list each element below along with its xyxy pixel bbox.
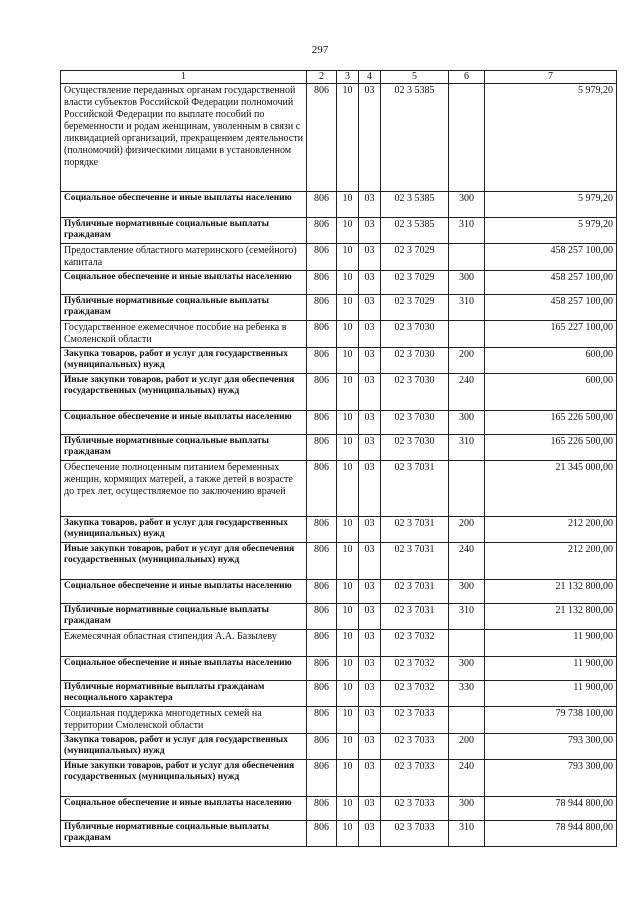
table-header-row [61, 71, 617, 84]
amount-cell: 11 900,00 [485, 630, 617, 657]
amount-cell: 11 900,00 [485, 681, 617, 707]
target-article-cell: 02 3 7031 [381, 580, 449, 604]
row-name-cell: Публичные нормативные социальные выплаты гражданам [61, 218, 307, 244]
admin-code-cell: 806 [307, 435, 337, 461]
admin-code-cell: 806 [307, 543, 337, 580]
expense-type-cell: 330 [449, 681, 485, 707]
amount-cell: 79 738 100,00 [485, 707, 617, 734]
section-cell: 10 [337, 411, 359, 435]
table-row [61, 218, 617, 244]
expense-type-cell: 200 [449, 348, 485, 374]
subsection-cell: 03 [359, 543, 381, 580]
admin-code-cell: 806 [307, 517, 337, 543]
table-row [61, 821, 617, 847]
row-name-cell: Социальное обеспечение и иные выплаты населению [61, 797, 307, 821]
expense-type-cell: 300 [449, 411, 485, 435]
admin-code-cell: 806 [307, 760, 337, 797]
amount-cell: 458 257 100,00 [485, 295, 617, 321]
subsection-cell: 03 [359, 244, 381, 271]
subsection-cell: 03 [359, 797, 381, 821]
budget-table [60, 70, 617, 847]
section-cell: 10 [337, 218, 359, 244]
row-name-cell: Обеспечение полноценным питанием беременных женщин, кормящих матерей, а также детей в возрасте до трех лет, осуществляемое по заключению врачей [61, 461, 307, 517]
subsection-cell: 03 [359, 681, 381, 707]
expense-type-cell [449, 84, 485, 192]
row-name-cell: Социальное обеспечение и иные выплаты населению [61, 580, 307, 604]
amount-cell: 458 257 100,00 [485, 244, 617, 271]
row-name-cell: Публичные нормативные социальные выплаты гражданам [61, 295, 307, 321]
expense-type-cell: 300 [449, 657, 485, 681]
section-cell: 10 [337, 797, 359, 821]
admin-code-cell: 806 [307, 348, 337, 374]
admin-code-cell: 806 [307, 218, 337, 244]
admin-code-cell: 806 [307, 321, 337, 348]
target-article-cell: 02 3 7029 [381, 271, 449, 295]
expense-type-cell: 300 [449, 192, 485, 218]
subsection-cell: 03 [359, 411, 381, 435]
column-header: 4 [359, 71, 381, 84]
table-row [61, 630, 617, 657]
amount-cell: 600,00 [485, 348, 617, 374]
admin-code-cell: 806 [307, 604, 337, 630]
amount-cell: 78 944 800,00 [485, 821, 617, 847]
section-cell: 10 [337, 517, 359, 543]
admin-code-cell: 806 [307, 734, 337, 760]
row-name-cell: Иные закупки товаров, работ и услуг для обеспечения государственных (муниципальных) нужд [61, 760, 307, 797]
subsection-cell: 03 [359, 461, 381, 517]
amount-cell: 165 227 100,00 [485, 321, 617, 348]
subsection-cell: 03 [359, 821, 381, 847]
target-article-cell: 02 3 5385 [381, 84, 449, 192]
table-row [61, 580, 617, 604]
subsection-cell: 03 [359, 604, 381, 630]
subsection-cell: 03 [359, 630, 381, 657]
admin-code-cell: 806 [307, 797, 337, 821]
subsection-cell: 03 [359, 580, 381, 604]
column-header: 1 [61, 71, 307, 84]
row-name-cell: Осуществление переданных органам государственной власти субъектов Российской Федерации полномочий Российской Федерации по выплате пособий по беременности и родам женщинам, уволенным в связи с ликвидацией организаций, прекращением деятельности (полномочий) физическими лицами в установленном порядке [61, 84, 307, 192]
expense-type-cell: 310 [449, 295, 485, 321]
expense-type-cell: 200 [449, 517, 485, 543]
admin-code-cell: 806 [307, 821, 337, 847]
amount-cell: 78 944 800,00 [485, 797, 617, 821]
admin-code-cell: 806 [307, 630, 337, 657]
target-article-cell: 02 3 7033 [381, 821, 449, 847]
expense-type-cell: 310 [449, 435, 485, 461]
subsection-cell: 03 [359, 657, 381, 681]
amount-cell: 458 257 100,00 [485, 271, 617, 295]
target-article-cell: 02 3 7031 [381, 604, 449, 630]
target-article-cell: 02 3 7030 [381, 374, 449, 411]
amount-cell: 212 200,00 [485, 543, 617, 580]
table-row [61, 734, 617, 760]
target-article-cell: 02 3 7030 [381, 435, 449, 461]
amount-cell: 793 300,00 [485, 734, 617, 760]
column-header: 3 [337, 71, 359, 84]
expense-type-cell [449, 461, 485, 517]
section-cell: 10 [337, 271, 359, 295]
amount-cell: 212 200,00 [485, 517, 617, 543]
row-name-cell: Социальная поддержка многодетных семей на территории Смоленской области [61, 707, 307, 734]
admin-code-cell: 806 [307, 707, 337, 734]
expense-type-cell [449, 707, 485, 734]
admin-code-cell: 806 [307, 657, 337, 681]
table-row [61, 604, 617, 630]
expense-type-cell: 200 [449, 734, 485, 760]
subsection-cell: 03 [359, 218, 381, 244]
table-row [61, 411, 617, 435]
row-name-cell: Закупка товаров, работ и услуг для государственных (муниципальных) нужд [61, 517, 307, 543]
table-row [61, 271, 617, 295]
subsection-cell: 03 [359, 374, 381, 411]
row-name-cell: Ежемесячная областная стипендия А.А. Базылеву [61, 630, 307, 657]
expense-type-cell [449, 321, 485, 348]
table-row [61, 707, 617, 734]
section-cell: 10 [337, 681, 359, 707]
section-cell: 10 [337, 321, 359, 348]
expense-type-cell: 310 [449, 218, 485, 244]
amount-cell: 5 979,20 [485, 218, 617, 244]
row-name-cell: Иные закупки товаров, работ и услуг для обеспечения государственных (муниципальных) нужд [61, 374, 307, 411]
target-article-cell: 02 3 5385 [381, 218, 449, 244]
table-row [61, 321, 617, 348]
row-name-cell: Предоставление областного материнского (семейного) капитала [61, 244, 307, 271]
section-cell: 10 [337, 760, 359, 797]
section-cell: 10 [337, 192, 359, 218]
section-cell: 10 [337, 707, 359, 734]
admin-code-cell: 806 [307, 271, 337, 295]
target-article-cell: 02 3 7029 [381, 295, 449, 321]
target-article-cell: 02 3 5385 [381, 192, 449, 218]
section-cell: 10 [337, 604, 359, 630]
amount-cell: 165 226 500,00 [485, 435, 617, 461]
admin-code-cell: 806 [307, 244, 337, 271]
section-cell: 10 [337, 543, 359, 580]
subsection-cell: 03 [359, 321, 381, 348]
table-row [61, 244, 617, 271]
target-article-cell: 02 3 7031 [381, 543, 449, 580]
subsection-cell: 03 [359, 760, 381, 797]
expense-type-cell: 300 [449, 797, 485, 821]
subsection-cell: 03 [359, 295, 381, 321]
subsection-cell: 03 [359, 435, 381, 461]
table-row [61, 681, 617, 707]
row-name-cell: Социальное обеспечение и иные выплаты населению [61, 411, 307, 435]
row-name-cell: Закупка товаров, работ и услуг для государственных (муниципальных) нужд [61, 348, 307, 374]
subsection-cell: 03 [359, 734, 381, 760]
row-name-cell: Публичные нормативные социальные выплаты гражданам [61, 821, 307, 847]
section-cell: 10 [337, 821, 359, 847]
expense-type-cell [449, 244, 485, 271]
section-cell: 10 [337, 295, 359, 321]
admin-code-cell: 806 [307, 681, 337, 707]
section-cell: 10 [337, 348, 359, 374]
row-name-cell: Публичные нормативные социальные выплаты гражданам [61, 604, 307, 630]
target-article-cell: 02 3 7032 [381, 630, 449, 657]
section-cell: 10 [337, 580, 359, 604]
target-article-cell: 02 3 7030 [381, 348, 449, 374]
target-article-cell: 02 3 7033 [381, 760, 449, 797]
admin-code-cell: 806 [307, 192, 337, 218]
amount-cell: 600,00 [485, 374, 617, 411]
row-name-cell: Иные закупки товаров, работ и услуг для обеспечения государственных (муниципальных) нужд [61, 543, 307, 580]
page-number: 297 [311, 44, 329, 56]
row-name-cell: Публичные нормативные выплаты гражданам несоциального характера [61, 681, 307, 707]
section-cell: 10 [337, 84, 359, 192]
subsection-cell: 03 [359, 348, 381, 374]
target-article-cell: 02 3 7029 [381, 244, 449, 271]
admin-code-cell: 806 [307, 84, 337, 192]
section-cell: 10 [337, 374, 359, 411]
section-cell: 10 [337, 461, 359, 517]
table-row [61, 543, 617, 580]
amount-cell: 5 979,20 [485, 192, 617, 218]
subsection-cell: 03 [359, 192, 381, 218]
table-row [61, 461, 617, 517]
row-name-cell: Социальное обеспечение и иные выплаты населению [61, 657, 307, 681]
admin-code-cell: 806 [307, 580, 337, 604]
row-name-cell: Публичные нормативные социальные выплаты гражданам [61, 435, 307, 461]
target-article-cell: 02 3 7030 [381, 411, 449, 435]
amount-cell: 21 132 800,00 [485, 580, 617, 604]
section-cell: 10 [337, 435, 359, 461]
expense-type-cell: 240 [449, 543, 485, 580]
table-row [61, 295, 617, 321]
expense-type-cell: 240 [449, 374, 485, 411]
target-article-cell: 02 3 7033 [381, 707, 449, 734]
section-cell: 10 [337, 657, 359, 681]
section-cell: 10 [337, 244, 359, 271]
table-row [61, 435, 617, 461]
row-name-cell: Государственное ежемесячное пособие на ребенка в Смоленской области [61, 321, 307, 348]
subsection-cell: 03 [359, 517, 381, 543]
row-name-cell: Социальное обеспечение и иные выплаты населению [61, 192, 307, 218]
expense-type-cell: 310 [449, 604, 485, 630]
admin-code-cell: 806 [307, 461, 337, 517]
amount-cell: 5 979,20 [485, 84, 617, 192]
target-article-cell: 02 3 7032 [381, 681, 449, 707]
expense-type-cell [449, 630, 485, 657]
row-name-cell: Социальное обеспечение и иные выплаты населению [61, 271, 307, 295]
table-row [61, 657, 617, 681]
table-row [61, 374, 617, 411]
amount-cell: 21 345 000,00 [485, 461, 617, 517]
expense-type-cell: 300 [449, 580, 485, 604]
table-row [61, 84, 617, 192]
admin-code-cell: 806 [307, 374, 337, 411]
column-header: 6 [449, 71, 485, 84]
admin-code-cell: 806 [307, 411, 337, 435]
target-article-cell: 02 3 7031 [381, 517, 449, 543]
column-header: 7 [485, 71, 617, 84]
subsection-cell: 03 [359, 84, 381, 192]
table-row [61, 192, 617, 218]
target-article-cell: 02 3 7031 [381, 461, 449, 517]
subsection-cell: 03 [359, 707, 381, 734]
column-header: 5 [381, 71, 449, 84]
table-row [61, 348, 617, 374]
section-cell: 10 [337, 630, 359, 657]
table-row [61, 760, 617, 797]
row-name-cell: Закупка товаров, работ и услуг для государственных (муниципальных) нужд [61, 734, 307, 760]
expense-type-cell: 240 [449, 760, 485, 797]
amount-cell: 793 300,00 [485, 760, 617, 797]
table-row [61, 517, 617, 543]
table-row [61, 797, 617, 821]
amount-cell: 21 132 800,00 [485, 604, 617, 630]
target-article-cell: 02 3 7032 [381, 657, 449, 681]
expense-type-cell: 310 [449, 821, 485, 847]
amount-cell: 11 900,00 [485, 657, 617, 681]
target-article-cell: 02 3 7033 [381, 797, 449, 821]
subsection-cell: 03 [359, 271, 381, 295]
admin-code-cell: 806 [307, 295, 337, 321]
amount-cell: 165 226 500,00 [485, 411, 617, 435]
target-article-cell: 02 3 7030 [381, 321, 449, 348]
column-header: 2 [307, 71, 337, 84]
expense-type-cell: 300 [449, 271, 485, 295]
section-cell: 10 [337, 734, 359, 760]
target-article-cell: 02 3 7033 [381, 734, 449, 760]
